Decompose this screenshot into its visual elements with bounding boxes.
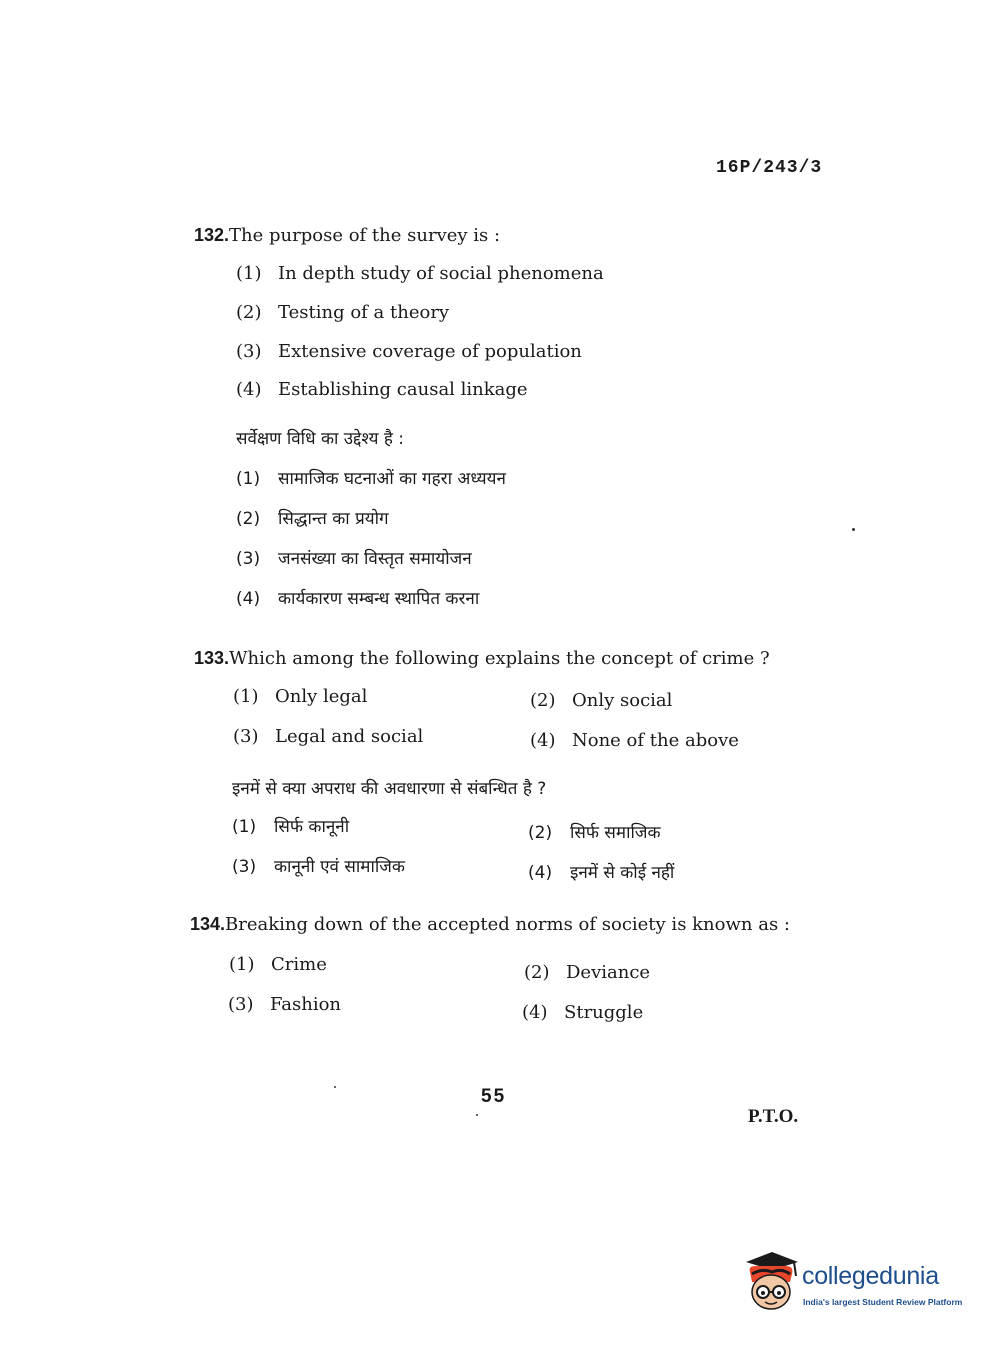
paper-code: 16P/243/3 xyxy=(716,158,823,178)
logo-tagline: India's largest Student Review Platform xyxy=(803,1297,963,1307)
question-text: The purpose of the survey is : xyxy=(229,225,501,246)
option-item: (3) Fashion xyxy=(228,994,342,1015)
student-mascot-icon xyxy=(742,1252,800,1314)
question-text-hindi: इनमें से क्या अपराध की अवधारणा से संबन्धित है ? xyxy=(232,779,547,799)
option-item: (2) Only social xyxy=(530,690,673,711)
option-item: (1) Crime xyxy=(229,954,327,975)
option-item: (3) Legal and social xyxy=(233,726,424,747)
scan-speck xyxy=(334,1086,336,1088)
question-number: 132. xyxy=(194,225,230,245)
question-number: 134. xyxy=(190,914,226,934)
option-item-hindi: (1) सिर्फ कानूनी xyxy=(232,817,350,837)
option-item: (2) Testing of a theory xyxy=(236,302,450,323)
option-item-hindi: (2) सिद्धान्त का प्रयोग xyxy=(236,509,389,529)
option-item: (1) In depth study of social phenomena xyxy=(236,263,604,284)
question-132 xyxy=(194,225,500,246)
option-item-hindi: (4) इनमें से कोई नहीं xyxy=(528,863,675,883)
option-item-hindi: (3) कानूनी एवं सामाजिक xyxy=(232,857,405,877)
scan-speck xyxy=(852,528,855,531)
question-text-hindi: सर्वेक्षण विधि का उद्देश्य है : xyxy=(236,429,404,449)
option-item-hindi: (2) सिर्फ समाजिक xyxy=(528,823,661,843)
collegedunia-logo xyxy=(742,1250,972,1320)
pto-label: P.T.O. xyxy=(748,1106,799,1127)
option-item: (2) Deviance xyxy=(524,962,651,983)
question-text: Which among the following explains the concept of crime ? xyxy=(229,648,770,669)
question-133 xyxy=(194,648,770,669)
question-text: Breaking down of the accepted norms of society is known as : xyxy=(225,914,790,935)
option-item-hindi: (3) जनसंख्या का विस्तृत समायोजन xyxy=(236,549,472,569)
option-item: (4) Establishing causal linkage xyxy=(236,379,528,400)
logo-name: collegedunia xyxy=(802,1262,939,1290)
option-item: (1) Only legal xyxy=(233,686,368,707)
option-item-hindi: (1) सामाजिक घटनाओं का गहरा अध्ययन xyxy=(236,469,506,489)
question-number: 133. xyxy=(194,648,230,668)
scan-speck xyxy=(476,1114,478,1116)
option-item: (4) None of the above xyxy=(530,730,739,751)
option-item: (3) Extensive coverage of population xyxy=(236,341,582,362)
option-item: (4) Struggle xyxy=(522,1002,644,1023)
question-134 xyxy=(190,914,790,935)
option-item-hindi: (4) कार्यकारण सम्बन्ध स्थापित करना xyxy=(236,589,480,609)
page-number: 55 xyxy=(481,1086,507,1107)
